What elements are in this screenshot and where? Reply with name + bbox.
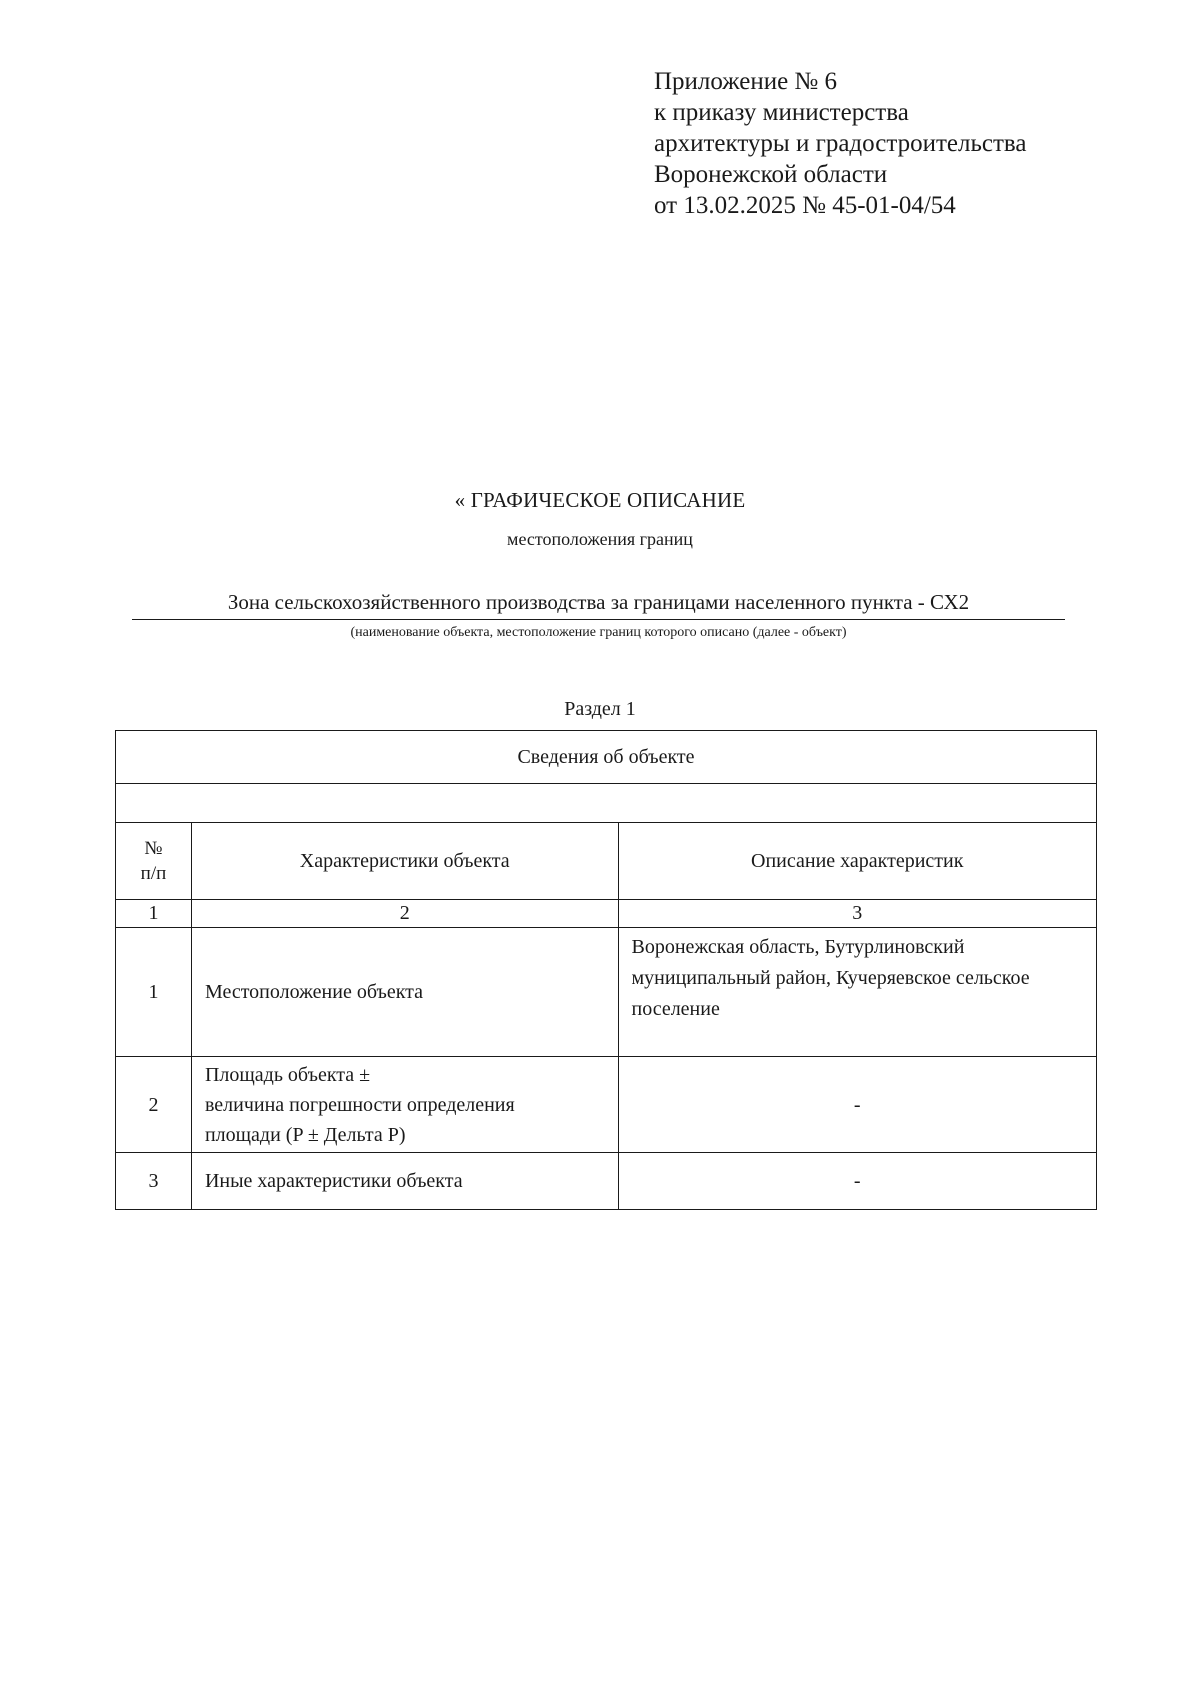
table-row — [116, 1057, 1097, 1153]
row-characteristic-line: величина погрешности определения — [204, 1093, 515, 1116]
table-index-row — [116, 900, 1097, 928]
row-characteristic-line: площади (P ± Дельта P) — [204, 1123, 406, 1146]
object-name-caption: (наименование объекта, местоположение границ которого описано (далее - объект) — [350, 625, 847, 640]
column-header-number — [116, 823, 192, 900]
column-index: 2 — [191, 900, 618, 928]
row-description: - — [618, 1057, 1097, 1153]
row-number: 1 — [116, 928, 192, 1057]
table-row — [116, 1153, 1097, 1210]
column-index: 1 — [116, 900, 192, 928]
row-characteristic: Местоположение объекта — [191, 928, 618, 1057]
table-empty-row — [116, 784, 1097, 823]
column-header-characteristic: Характеристики объекта — [191, 823, 618, 900]
table-empty-cell — [116, 784, 1097, 823]
row-number: 2 — [116, 1057, 192, 1153]
object-name: Зона сельскохозяйственного производства за границами населенного пункта - СХ2 — [132, 590, 1065, 620]
column-header-number-line: № — [144, 838, 163, 859]
column-index: 3 — [618, 900, 1097, 928]
section-label: Раздел 1 — [564, 698, 636, 720]
appendix-line: к приказу министерства — [654, 99, 909, 126]
row-characteristic-line: Площадь объекта ± — [204, 1063, 371, 1086]
table-header-row — [116, 731, 1097, 784]
appendix-line: Воронежской области — [654, 161, 888, 188]
row-number: 3 — [116, 1153, 192, 1210]
column-header-description: Описание характеристик — [618, 823, 1097, 900]
table-header: Сведения об объекте — [116, 731, 1097, 784]
row-description: Воронежская область, Бутурлиновский муниципальный район, Кучеряевское сельское поселение — [618, 928, 1097, 1057]
table-row — [116, 928, 1097, 1057]
document-title: « ГРАФИЧЕСКОЕ ОПИСАНИЕ — [454, 488, 746, 512]
document-subtitle: местоположения границ — [507, 529, 693, 549]
row-characteristic — [191, 1057, 618, 1153]
row-characteristic: Иные характеристики объекта — [191, 1153, 618, 1210]
row-description: - — [618, 1153, 1097, 1210]
object-info-table — [115, 730, 1097, 1210]
table-column-header-row — [116, 823, 1097, 900]
appendix-line: архитектуры и градостроительства — [654, 130, 1027, 157]
appendix-block — [654, 66, 1026, 221]
column-header-number-line: п/п — [140, 863, 167, 884]
appendix-line: Приложение № 6 — [654, 68, 838, 95]
appendix-line: от 13.02.2025 № 45-01-04/54 — [654, 192, 956, 219]
